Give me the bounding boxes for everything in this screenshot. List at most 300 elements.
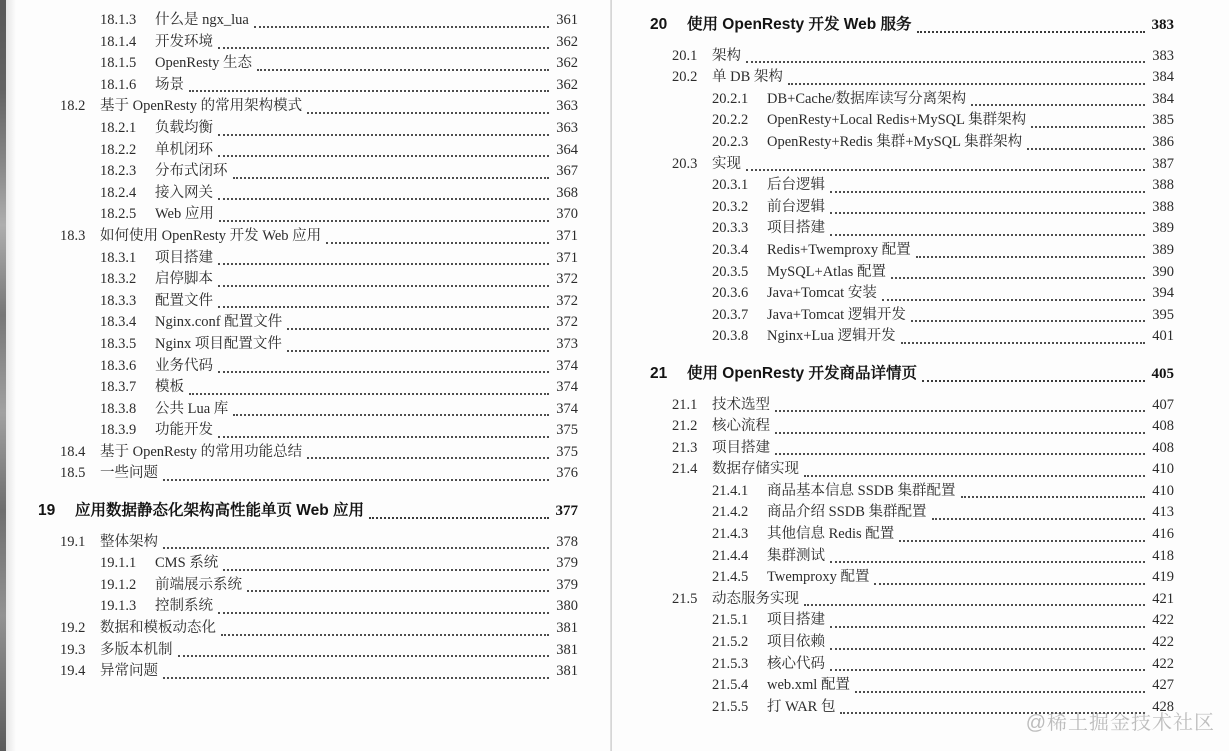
toc-entry-title: 什么是 ngx_lua	[155, 12, 249, 28]
toc-entry-page: 375	[556, 443, 578, 460]
toc-entry	[38, 183, 578, 205]
toc-entry-number: 20.3.8	[712, 328, 749, 345]
toc-entry	[650, 438, 1174, 460]
toc-chapter-entry	[38, 500, 578, 523]
toc-entry	[38, 226, 578, 248]
toc-entry-page: 405	[1151, 365, 1174, 382]
toc-entry	[38, 75, 578, 97]
toc-entry-number: 21.4.4	[712, 547, 749, 564]
toc-entry-number: 18.4	[60, 443, 86, 460]
toc-entry-title: 数据和模板动态化	[100, 620, 216, 637]
toc-entry-page: 383	[1151, 17, 1174, 33]
toc-chapter-entry	[650, 363, 1174, 386]
toc-entry-page: 379	[556, 555, 578, 572]
toc-entry-page: 372	[556, 314, 578, 331]
toc-entry-title: 控制系统	[155, 598, 213, 615]
dotted-leader	[830, 212, 1145, 214]
toc-entry-title: 技术选型	[712, 396, 770, 413]
toc-entry-title: Nginx.conf 配置文件	[155, 314, 283, 331]
toc-entry	[650, 89, 1174, 111]
dotted-leader	[1027, 148, 1145, 150]
toc-entry	[650, 654, 1174, 676]
dotted-leader	[922, 380, 1145, 382]
toc-entry	[38, 32, 578, 54]
dotted-leader	[932, 518, 1145, 520]
toc-entry-number: 18.3.3	[100, 292, 137, 309]
scan-edge-fade	[6, 0, 16, 751]
dotted-leader	[775, 453, 1145, 455]
toc-entry-title: 商品基本信息 SSDB 集群配置	[767, 482, 956, 499]
dotted-leader	[830, 191, 1145, 193]
toc-entry-title: OpenResty 生态	[155, 55, 253, 72]
toc-entry-title: 业务代码	[155, 357, 213, 374]
toc-entry-title: 公共 Lua 库	[155, 400, 229, 417]
toc-entry	[650, 632, 1174, 654]
toc-entry	[38, 269, 578, 291]
toc-entry-page: 395	[1152, 306, 1174, 323]
toc-entry	[38, 442, 578, 464]
toc-entry-title: Nginx 项目配置文件	[155, 335, 282, 352]
dotted-leader	[917, 31, 1146, 33]
toc-entry-number: 18.3.9	[100, 422, 137, 439]
toc-entry	[38, 204, 578, 226]
toc-entry-title: 项目搭建	[767, 220, 825, 237]
toc-entry-page: 371	[556, 249, 578, 266]
toc-entry	[650, 697, 1174, 719]
toc-entry-title: 负载均衡	[155, 119, 213, 136]
toc-entry-number: 19.1.1	[100, 555, 137, 572]
toc-entry-title: 配置文件	[155, 292, 213, 309]
toc-entry-page: 379	[556, 576, 578, 593]
toc-entry-number: 21.4	[672, 461, 698, 478]
toc-entry	[38, 118, 578, 140]
toc-entry	[650, 67, 1174, 89]
toc-entry-title: 项目搭建	[155, 249, 213, 266]
toc-entry-number: 18.3.1	[100, 249, 137, 266]
toc-entry-number: 18.2	[60, 98, 86, 115]
toc-entry	[650, 262, 1174, 284]
dotted-leader	[746, 61, 1145, 63]
toc-entry-number: 20.2.1	[712, 90, 749, 107]
toc-entry	[650, 197, 1174, 219]
toc-entry-page: 407	[1152, 396, 1174, 413]
toc-entry-page: 384	[1152, 69, 1174, 86]
toc-column-right	[650, 14, 1174, 718]
dotted-leader	[307, 457, 549, 459]
toc-entry-number: 18.1.3	[100, 12, 137, 28]
toc-entry-page: 422	[1152, 612, 1174, 629]
toc-entry-number: 19.1.3	[100, 598, 137, 615]
toc-entry-title: OpenResty+Local Redis+MySQL 集群架构	[767, 112, 1027, 129]
toc-entry-number: 20.1	[672, 47, 698, 64]
dotted-leader	[830, 626, 1145, 628]
toc-entry-title: 商品介绍 SSDB 集群配置	[767, 504, 927, 521]
dotted-leader	[1031, 126, 1145, 128]
toc-entry-title: 单机闭环	[155, 141, 213, 158]
dotted-leader	[901, 342, 1145, 344]
toc-entry-page: 422	[1152, 634, 1174, 651]
toc-entry-page: 381	[556, 620, 578, 637]
toc-entry-page: 375	[556, 422, 578, 439]
toc-entry-page: 371	[556, 227, 578, 244]
dotted-leader	[882, 299, 1145, 301]
toc-entry-title: 分布式闭环	[155, 163, 228, 180]
toc-entry-number: 20.2	[672, 69, 698, 86]
dotted-leader	[163, 677, 549, 679]
toc-entry	[650, 675, 1174, 697]
toc-entry-number: 20.3	[672, 155, 698, 172]
toc-entry-number: 18.2.3	[100, 163, 137, 180]
toc-entry-page: 390	[1152, 263, 1174, 280]
toc-entry	[38, 596, 578, 618]
toc-entry-page: 408	[1152, 418, 1174, 435]
toc-entry-title: 后台逻辑	[767, 177, 825, 194]
toc-entry-number: 20.3.3	[712, 220, 749, 237]
toc-entry	[650, 567, 1174, 589]
toc-entry-number: 19.3	[60, 641, 86, 658]
toc-entry-page: 413	[1152, 504, 1174, 521]
toc-entry-title: 单 DB 架构	[712, 69, 783, 86]
toc-entry-page: 362	[556, 55, 578, 72]
toc-entry	[650, 240, 1174, 262]
dotted-leader	[189, 90, 549, 92]
dotted-leader	[830, 234, 1145, 236]
toc-entry	[38, 532, 578, 554]
toc-entry	[650, 459, 1174, 481]
toc-chapter-entry	[650, 14, 1174, 37]
toc-entry	[38, 140, 578, 162]
toc-entry-page: 378	[556, 533, 578, 550]
toc-entry	[650, 395, 1174, 417]
toc-entry	[650, 46, 1174, 68]
toc-entry-number: 20.2.2	[712, 112, 749, 129]
toc-entry-number: 19	[38, 502, 56, 520]
dotted-leader	[218, 285, 549, 287]
toc-entry-number: 21.2	[672, 418, 698, 435]
toc-entry-page: 368	[556, 184, 578, 201]
toc-entry-title: 实现	[712, 155, 741, 172]
dotted-leader	[218, 306, 549, 308]
toc-entry-number: 18.5	[60, 465, 86, 482]
toc-entry-number: 18.3.8	[100, 400, 137, 417]
toc-entry-page: 428	[1152, 698, 1174, 715]
toc-entry-number: 19.4	[60, 663, 86, 680]
toc-entry-title: 场景	[155, 76, 184, 93]
toc-entry	[650, 589, 1174, 611]
page-divider	[610, 0, 612, 751]
toc-entry-page: 427	[1152, 677, 1174, 694]
dotted-leader	[830, 669, 1145, 671]
dotted-leader	[257, 69, 549, 71]
toc-entry-title: 项目搭建	[712, 439, 770, 456]
toc-entry-number: 21.5.2	[712, 634, 749, 651]
toc-entry-title: 架构	[712, 47, 741, 64]
toc-entry-number: 18.3.6	[100, 357, 137, 374]
toc-entry-number: 20	[650, 16, 668, 33]
toc-entry-number: 21.1	[672, 396, 698, 413]
toc-entry-title: Web 应用	[155, 206, 214, 223]
dotted-leader	[287, 328, 549, 330]
toc-entry-title: 异常问题	[100, 663, 158, 680]
dotted-leader	[287, 350, 549, 352]
toc-entry	[650, 175, 1174, 197]
toc-entry-number: 21.5.4	[712, 677, 749, 694]
dotted-leader	[307, 112, 549, 114]
toc-entry-title: 启停脚本	[155, 271, 213, 288]
toc-entry-page: 410	[1152, 482, 1174, 499]
toc-entry-page: 410	[1152, 461, 1174, 478]
toc-entry-title: 应用数据静态化架构高性能单页 Web 应用	[75, 502, 365, 520]
toc-entry-page: 362	[556, 33, 578, 50]
dotted-leader	[830, 561, 1145, 563]
toc-entry	[650, 132, 1174, 154]
toc-entry-page: 416	[1152, 526, 1174, 543]
toc-entry-page: 387	[1152, 155, 1174, 172]
dotted-leader	[840, 712, 1145, 714]
toc-entry-title: 开发环境	[155, 33, 213, 50]
toc-entry-page: 374	[556, 379, 578, 396]
dotted-leader	[218, 263, 549, 265]
dotted-leader	[218, 198, 549, 200]
toc-entry-page: 364	[556, 141, 578, 158]
toc-entry-title: 其他信息 Redis 配置	[767, 526, 895, 543]
toc-entry-title: 功能开发	[155, 422, 213, 439]
toc-entry-title: Twemproxy 配置	[767, 569, 870, 586]
dotted-leader	[775, 410, 1145, 412]
toc-entry-title: DB+Cache/数据库读写分离架构	[767, 90, 967, 107]
toc-entry-title: Redis+Twemproxy 配置	[767, 241, 911, 258]
dotted-leader	[874, 583, 1145, 585]
dotted-leader	[804, 475, 1145, 477]
dotted-leader	[830, 648, 1145, 650]
toc-entry-number: 19.1.2	[100, 576, 137, 593]
dotted-leader	[899, 540, 1145, 542]
toc-entry-title: 项目依赖	[767, 634, 825, 651]
toc-entry-number: 20.3.5	[712, 263, 749, 280]
toc-entry-number: 21.3	[672, 439, 698, 456]
toc-entry-number: 18.1.5	[100, 55, 137, 72]
toc-entry-number: 21.4.1	[712, 482, 749, 499]
toc-entry-title: 使用 OpenResty 开发 Web 服务	[687, 16, 912, 33]
toc-entry	[650, 610, 1174, 632]
toc-entry	[38, 377, 578, 399]
toc-entry-number: 20.3.4	[712, 241, 749, 258]
toc-entry-page: 388	[1152, 177, 1174, 194]
toc-entry-number: 21.5.1	[712, 612, 749, 629]
toc-entry-title: MySQL+Atlas 配置	[767, 263, 886, 280]
toc-entry-title: 动态服务实现	[712, 590, 799, 607]
toc-entry-page: 383	[1152, 47, 1174, 64]
toc-entry-title: 如何使用 OpenResty 开发 Web 应用	[100, 227, 322, 244]
dotted-leader	[189, 393, 549, 395]
toc-entry	[650, 416, 1174, 438]
dotted-leader	[218, 612, 549, 614]
toc-entry-number: 21	[650, 364, 668, 382]
toc-entry-number: 21.4.2	[712, 504, 749, 521]
toc-entry-number: 18.3.7	[100, 379, 137, 396]
toc-entry-page: 419	[1152, 569, 1174, 586]
toc-entry-title: 一些问题	[100, 465, 158, 482]
toc-entry-page: 362	[556, 76, 578, 93]
dotted-leader	[369, 517, 549, 519]
dotted-leader	[163, 479, 549, 481]
toc-entry-title: CMS 系统	[155, 555, 219, 572]
toc-entry-page: 381	[556, 641, 578, 658]
toc-entry-number: 18.3.2	[100, 271, 137, 288]
toc-column-left	[38, 10, 578, 683]
toc-entry-number: 18.3	[60, 227, 86, 244]
toc-entry	[38, 248, 578, 270]
toc-entry-title: 集群测试	[767, 547, 825, 564]
toc-entry-title: 项目搭建	[767, 612, 825, 629]
toc-entry-number: 20.3.7	[712, 306, 749, 323]
toc-entry-number: 18.2.1	[100, 119, 137, 136]
toc-entry-title: 前端展示系统	[155, 576, 242, 593]
dotted-leader	[911, 320, 1145, 322]
toc-entry	[650, 481, 1174, 503]
toc-entry-title: 使用 OpenResty 开发商品详情页	[687, 364, 917, 382]
toc-entry-page: 422	[1152, 655, 1174, 672]
toc-entry-number: 21.5.3	[712, 655, 749, 672]
toc-entry-number: 18.2.5	[100, 206, 137, 223]
toc-entry-page: 385	[1152, 112, 1174, 129]
toc-entry-page: 384	[1152, 90, 1174, 107]
dotted-leader	[233, 177, 550, 179]
dotted-leader	[916, 256, 1145, 258]
toc-entry-number: 18.1.6	[100, 76, 137, 93]
dotted-leader	[247, 590, 549, 592]
toc-entry-title: 多版本机制	[100, 641, 173, 658]
toc-entry	[38, 640, 578, 662]
dotted-leader	[163, 547, 549, 549]
toc-entry	[38, 399, 578, 421]
watermark: @稀土掘金技术社区	[1025, 712, 1215, 734]
toc-entry	[650, 154, 1174, 176]
toc-entry-page: 389	[1152, 241, 1174, 258]
toc-entry	[650, 524, 1174, 546]
dotted-leader	[855, 691, 1145, 693]
toc-entry-title: OpenResty+Redis 集群+MySQL 集群架构	[767, 133, 1023, 150]
toc-entry-number: 20.3.6	[712, 285, 749, 302]
toc-entry-number: 18.3.5	[100, 335, 137, 352]
toc-entry	[38, 575, 578, 597]
toc-entry	[650, 546, 1174, 568]
toc-entry-page: 380	[556, 598, 578, 615]
toc-entry-title: 整体架构	[100, 533, 158, 550]
toc-entry	[38, 161, 578, 183]
toc-entry	[650, 305, 1174, 327]
toc-entry-number: 18.2.4	[100, 184, 137, 201]
toc-entry-title: 打 WAR 包	[767, 698, 836, 715]
toc-entry	[38, 356, 578, 378]
toc-entry-number: 18.1.4	[100, 33, 137, 50]
toc-entry	[38, 53, 578, 75]
dotted-leader	[218, 134, 549, 136]
dotted-leader	[218, 47, 549, 49]
toc-entry-number: 18.2.2	[100, 141, 137, 158]
dotted-leader	[178, 655, 550, 657]
dotted-leader	[804, 604, 1145, 606]
toc-entry-page: 389	[1152, 220, 1174, 237]
toc-entry-page: 401	[1152, 328, 1174, 345]
dotted-leader	[219, 220, 549, 222]
dotted-leader	[254, 26, 549, 28]
toc-entry	[650, 218, 1174, 240]
toc-entry-title: 基于 OpenResty 的常用架构模式	[100, 98, 303, 115]
toc-entry-title: Java+Tomcat 安装	[767, 285, 877, 302]
toc-entry	[650, 502, 1174, 524]
toc-entry-number: 18.3.4	[100, 314, 137, 331]
toc-entry-page: 418	[1152, 547, 1174, 564]
toc-entry-title: web.xml 配置	[767, 677, 850, 694]
toc-entry-title: 模板	[155, 379, 184, 396]
toc-entry-title: 基于 OpenResty 的常用功能总结	[100, 443, 303, 460]
toc-entry-page: 376	[556, 465, 578, 482]
toc-entry-page: 370	[556, 206, 578, 223]
toc-entry	[38, 553, 578, 575]
toc-entry	[650, 326, 1174, 348]
dotted-leader	[775, 432, 1145, 434]
toc-entry-title: 核心代码	[767, 655, 825, 672]
toc-entry-title: 前台逻辑	[767, 198, 825, 215]
toc-entry-number: 21.5.5	[712, 698, 749, 715]
toc-entry-page: 408	[1152, 439, 1174, 456]
dotted-leader	[218, 436, 549, 438]
toc-entry-title: 核心流程	[712, 418, 770, 435]
toc-entry-number: 21.4.5	[712, 569, 749, 586]
toc-entry-title: Java+Tomcat 逻辑开发	[767, 306, 906, 323]
toc-entry-page: 381	[556, 663, 578, 680]
toc-entry	[650, 283, 1174, 305]
toc-entry-number: 20.3.2	[712, 198, 749, 215]
toc-entry-number: 21.5	[672, 590, 698, 607]
toc-entry-page: 386	[1152, 133, 1174, 150]
toc-entry	[38, 10, 578, 32]
toc-entry-page: 372	[556, 271, 578, 288]
toc-entry	[38, 618, 578, 640]
toc-entry-page: 372	[556, 292, 578, 309]
toc-entry-number: 20.2.3	[712, 133, 749, 150]
toc-entry-number: 19.2	[60, 620, 86, 637]
dotted-leader	[218, 155, 549, 157]
toc-entry-page: 377	[555, 503, 578, 520]
dotted-leader	[223, 569, 549, 571]
toc-entry-page: 394	[1152, 285, 1174, 302]
toc-entry-title: 接入网关	[155, 184, 213, 201]
toc-entry	[38, 463, 578, 485]
toc-entry-page: 367	[556, 163, 578, 180]
dotted-leader	[971, 104, 1145, 106]
toc-entry-number: 21.4.3	[712, 526, 749, 543]
toc-entry-page: 374	[556, 400, 578, 417]
toc-entry-page: 363	[556, 119, 578, 136]
dotted-leader	[788, 83, 1145, 85]
toc-entry-title: Nginx+Lua 逻辑开发	[767, 328, 896, 345]
dotted-leader	[961, 496, 1145, 498]
toc-entry-page: 388	[1152, 198, 1174, 215]
toc-entry-number: 20.3.1	[712, 177, 749, 194]
dotted-leader	[218, 371, 549, 373]
dotted-leader	[746, 169, 1145, 171]
toc-entry-page: 421	[1152, 590, 1174, 607]
toc-entry	[38, 420, 578, 442]
toc-entry	[38, 312, 578, 334]
dotted-leader	[891, 277, 1145, 279]
toc-entry	[38, 334, 578, 356]
toc-entry-page: 373	[556, 335, 578, 352]
toc-entry	[38, 661, 578, 683]
toc-entry-page: 363	[556, 98, 578, 115]
